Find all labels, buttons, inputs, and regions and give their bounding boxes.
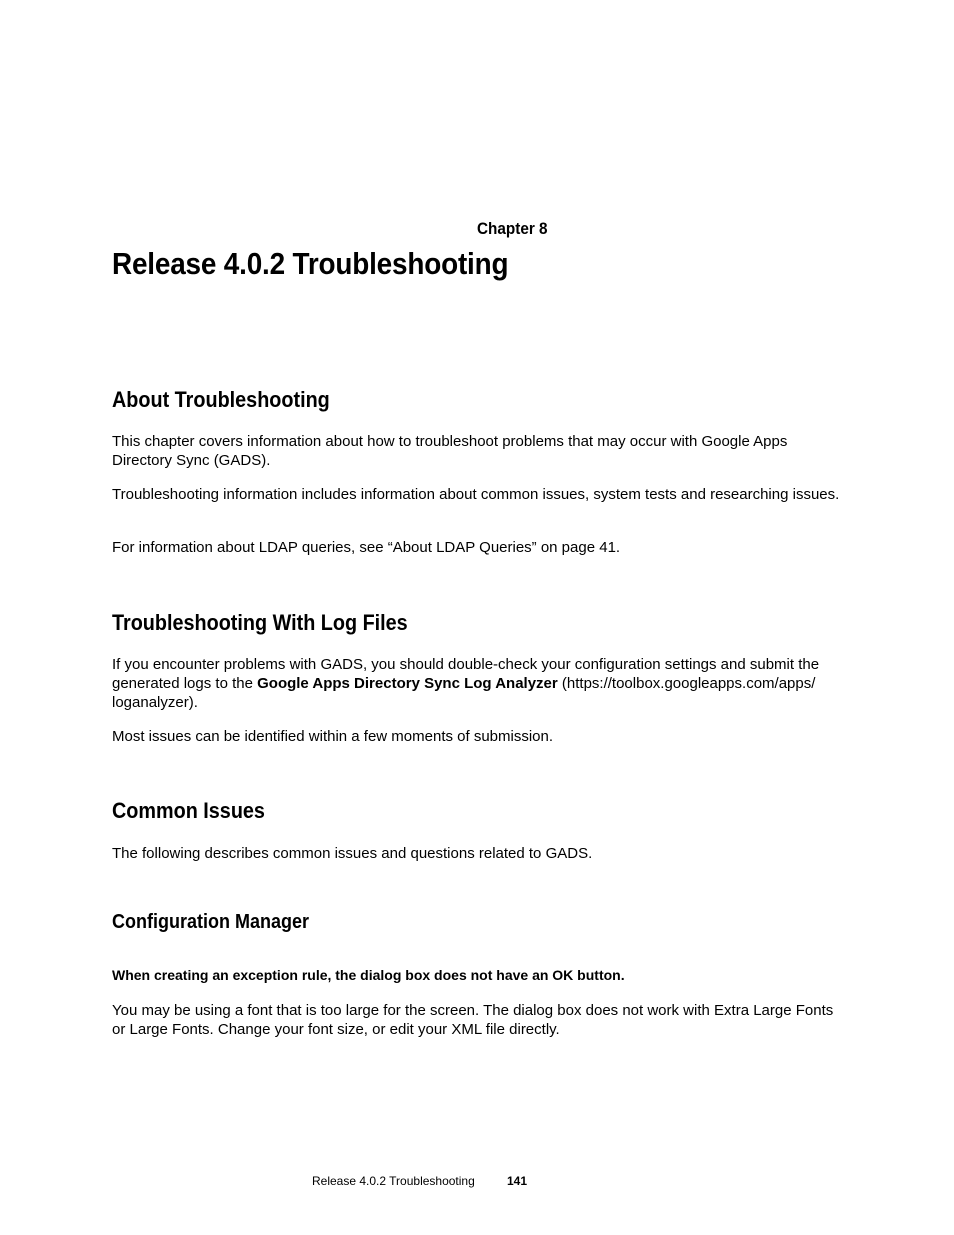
about-paragraph-1: This chapter covers information about how to troubleshoot problems that may occur with Google Apps Directory Sync (GADS). — [112, 433, 788, 469]
chapter-label: Chapter 8 — [477, 219, 548, 238]
log-files-text-after: (https://toolbox.googleapps.com/apps/ loganalyzer). — [112, 675, 816, 711]
configuration-manager-heading: Configuration Manager — [112, 911, 310, 933]
footer-title: Release 4.0.2 Troubleshooting — [312, 1174, 475, 1188]
about-paragraph-3: For information about LDAP queries, see “About LDAP Queries” on page 41. — [112, 539, 621, 556]
log-files-heading: Troubleshooting With Log Files — [112, 610, 408, 635]
log-analyzer-name: Google Apps Directory Sync Log Analyzer — [257, 675, 558, 692]
issue-answer: You may be using a font that is too large for the screen. The dialog box does not work with Extra Large Fonts or Large Fonts. Change your font size, or edit your XML file directly. — [112, 1002, 834, 1038]
footer-page-number: 141 — [507, 1174, 528, 1188]
common-issues-paragraph: The following describes common issues and questions related to GADS. — [112, 845, 593, 862]
issue-question: When creating an exception rule, the dialog box does not have an OK button. — [112, 967, 625, 983]
about-troubleshooting-heading: About Troubleshooting — [112, 387, 330, 412]
page-title: Release 4.0.2 Troubleshooting — [112, 246, 509, 281]
log-files-paragraph-1 — [112, 655, 848, 712]
about-paragraph-2: Troubleshooting information includes information about common issues, system tests and researching issues. — [112, 486, 840, 503]
log-files-paragraph-2: Most issues can be identified within a few moments of submission. — [112, 728, 554, 745]
common-issues-heading: Common Issues — [112, 798, 265, 823]
log-files-text-before: If you encounter problems with GADS, you should double-check your configuration settings and submit the generated logs to the — [112, 656, 820, 692]
